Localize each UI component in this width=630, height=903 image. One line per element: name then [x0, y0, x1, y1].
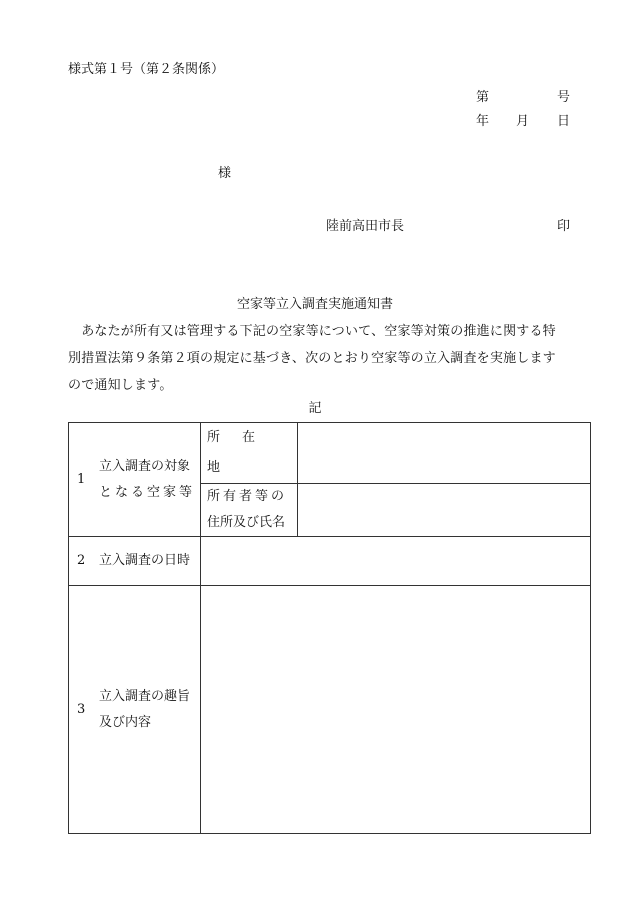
location-label-cell [201, 423, 298, 484]
table-row [69, 537, 591, 586]
issuer-name: 陸前高田市長 [326, 219, 405, 234]
datetime-label: 立入調査の日時 [99, 553, 191, 568]
date-day: 日 [557, 114, 571, 129]
owner-label-line2: 住所及び氏名 [207, 515, 286, 530]
document-number-suffix: 号 [557, 90, 571, 105]
location-label: 所在地 [207, 430, 278, 475]
row-number: 2 [77, 553, 86, 568]
row-number: 3 [77, 702, 86, 717]
body-line: あなたが所有又は管理する下記の空家等について、空家等対策の推進に関する特 [68, 324, 556, 339]
document-title: 空家等立入調査実施通知書 [236, 297, 393, 312]
purpose-label-line1: 立入調査の趣旨 [99, 688, 191, 704]
owner-label-cell [201, 484, 298, 537]
body-line: ので通知します。 [68, 378, 173, 393]
date-month: 月 [516, 114, 530, 129]
owner-label-line1: 所有者等の [207, 489, 288, 504]
purpose-value [201, 586, 591, 834]
body-paragraph [68, 318, 592, 399]
table-row [69, 586, 591, 834]
body-line: 別措置法第９条第２項の規定に基づき、次のとおり空家等の立入調査を実施します [68, 351, 556, 366]
addressee-honorific: 様 [218, 166, 232, 181]
purpose-label-cell [69, 586, 201, 834]
seal-mark: 印 [557, 219, 571, 234]
target-label-line2: となる空家等 [99, 484, 196, 500]
datetime-label-cell [69, 537, 201, 586]
owner-value [298, 484, 591, 537]
table-row [69, 423, 591, 484]
notice-table [68, 422, 591, 834]
row-number: 1 [77, 472, 86, 487]
target-label-line1: 立入調査の対象 [99, 458, 191, 474]
location-value [298, 423, 591, 484]
date-year: 年 [476, 114, 490, 129]
purpose-label-line2: 及び内容 [99, 714, 152, 730]
document-number-prefix: 第 [476, 90, 490, 105]
form-number: 様式第１号（第２条関係） [68, 62, 225, 77]
target-label-cell [69, 423, 201, 537]
datetime-value [201, 537, 591, 586]
ki-heading: 記 [308, 401, 322, 416]
